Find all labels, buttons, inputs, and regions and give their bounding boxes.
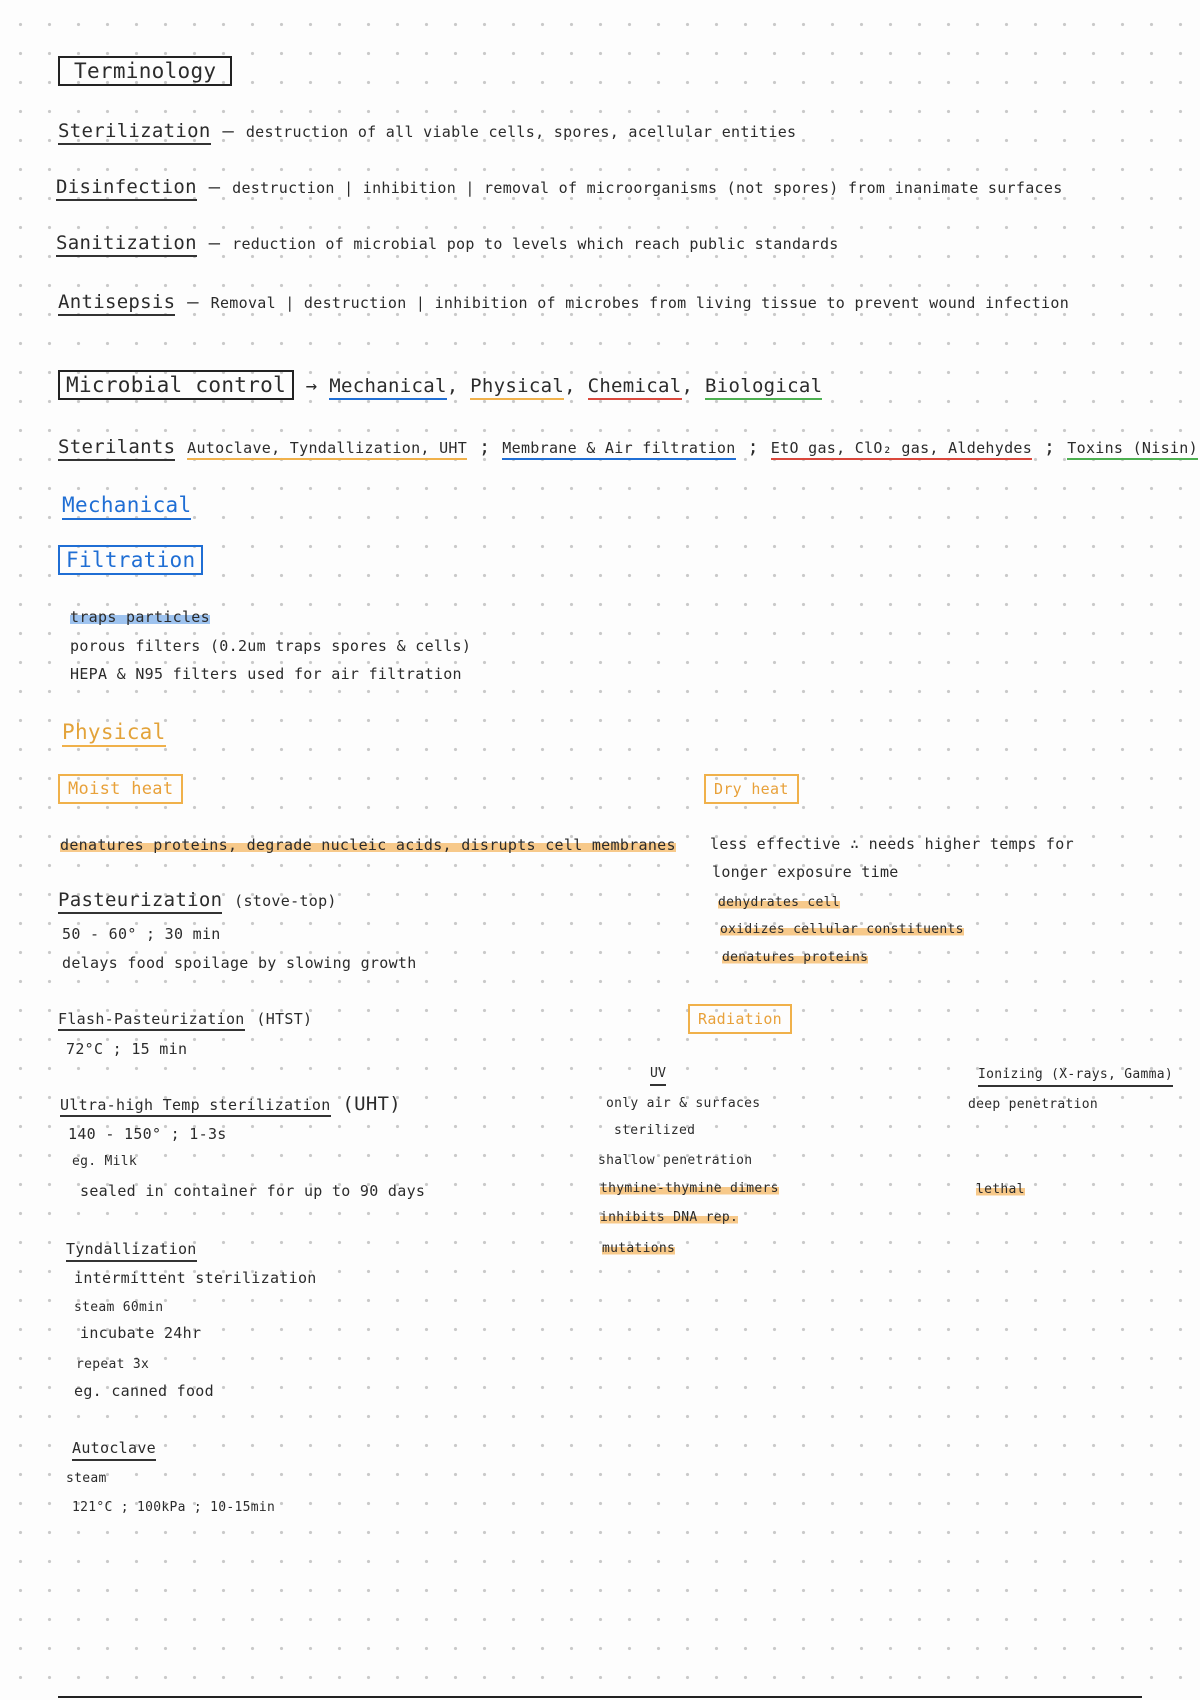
sterilants-physical: Autoclave, Tyndallization, UHT (187, 439, 467, 460)
tyndallization-line: steam 60min (74, 1300, 164, 1315)
tyndallization-line: eg. canned food (74, 1382, 214, 1400)
term-definition: destruction of all viable cells, spores, acellular entities (245, 123, 797, 141)
term-label: Sanitization (56, 232, 197, 257)
category-biological: Biological (705, 375, 822, 400)
dash: — (187, 291, 211, 313)
term-row (58, 290, 1069, 314)
tyndallization-line: incubate 24hr (80, 1324, 202, 1342)
tyndallization-line: repeat 3x (76, 1357, 150, 1372)
moist-heat-box: Moist heat (58, 774, 183, 804)
terminology-heading: Terminology (58, 56, 232, 86)
uv-title: UV (650, 1065, 666, 1086)
microbial-control-box: Microbial control (58, 370, 294, 400)
flash-line: 72°C ; 15 min (66, 1040, 188, 1058)
radiation-box: Radiation (688, 1004, 792, 1034)
mechanical-title: Mechanical (62, 493, 191, 520)
ionizing-line: deep penetration (968, 1097, 1099, 1112)
category-mechanical: Mechanical (329, 375, 446, 400)
sterilants-biological: Toxins (Nisin) (1067, 439, 1198, 460)
uv-effect: thymine-thymine dimers (600, 1181, 779, 1196)
flash-note: (HTST) (256, 1010, 313, 1028)
dash: — (208, 176, 233, 198)
sterilants-label: Sterilants (58, 436, 175, 461)
uht-title-row (60, 1092, 401, 1116)
pasteurization-note: (stove-top) (234, 892, 337, 910)
bottom-rule (58, 1696, 1142, 1698)
pasteurization-title: Pasteurization (58, 889, 222, 914)
uv-effect: inhibits DNA rep. (600, 1210, 739, 1225)
pasteurization-title-row (58, 888, 337, 912)
term-definition: destruction | inhibition | removal of microorganisms (not spores) from inanimate surfaces (232, 179, 1063, 197)
mechanical-line: HEPA & N95 filters used for air filtration (70, 665, 462, 683)
sterilants-chemical: EtO gas, ClO₂ gas, Aldehydes (771, 439, 1032, 460)
moist-heat-description: denatures proteins, degrade nucleic acids, disrupts cell membranes (60, 836, 676, 854)
dash: — (222, 120, 246, 142)
term-label: Disinfection (56, 176, 197, 201)
flash-title: Flash-Pasteurization (58, 1010, 245, 1031)
dry-heat-description: longer exposure time (712, 863, 899, 881)
dash: — (208, 232, 233, 254)
autoclave-title: Autoclave (72, 1438, 156, 1461)
category-chemical: Chemical (588, 375, 682, 400)
uv-line: only air & surfaces (606, 1096, 761, 1111)
uv-line: sterilized (614, 1123, 696, 1138)
arrow-icon: → (305, 375, 318, 397)
ionizing-line: lethal (976, 1182, 1025, 1197)
uv-effect: mutations (602, 1241, 676, 1256)
term-definition: Removal | destruction | inhibition of microbes from living tissue to prevent wound infection (210, 294, 1070, 312)
dry-heat-effect: oxidizes cellular constituents (720, 922, 964, 937)
term-label: Antisepsis (58, 291, 175, 316)
mechanical-line: traps particles (70, 608, 210, 626)
tyndallization-title: Tyndallization (66, 1239, 197, 1262)
uht-line: sealed in container for up to 90 days (80, 1182, 426, 1200)
autoclave-line: 121°C ; 100kPa ; 10-15min (72, 1500, 276, 1515)
term-row (56, 175, 1063, 199)
microbial-control-row: Microbial control → Mechanical, Physical, Chemical, Biological (58, 374, 822, 398)
tyndallization-line: intermittent sterilization (74, 1269, 317, 1287)
flash-title-row (58, 1006, 312, 1030)
term-row (58, 119, 796, 143)
dry-heat-description: less effective ∴ needs higher temps for (710, 835, 1074, 853)
uht-line: 140 - 150° ; 1-3s (68, 1125, 227, 1143)
dry-heat-box: Dry heat (704, 774, 799, 804)
uht-title: Ultra-high Temp sterilization (60, 1096, 331, 1117)
uht-line: eg. Milk (72, 1154, 138, 1169)
filtration-box: Filtration (58, 545, 203, 575)
pasteurization-line: delays food spoilage by slowing growth (62, 954, 417, 972)
term-row (56, 231, 839, 255)
category-physical: Physical (470, 375, 564, 400)
term-definition: reduction of microbial pop to levels which reach public standards (232, 235, 839, 253)
sterilants-row: Sterilants Autoclave, Tyndallization, UHT ; Membrane & Air filtration ; EtO gas, ClO₂ gas, Aldehydes ; Toxins (Nisin) (58, 435, 1198, 459)
autoclave-line: steam (66, 1471, 107, 1486)
pasteurization-line: 50 - 60° ; 30 min (62, 925, 221, 943)
dry-heat-effect: denatures proteins (722, 950, 869, 965)
dry-heat-effect: dehydrates cell (718, 895, 840, 910)
mechanical-line: porous filters (0.2um traps spores & cells) (70, 637, 472, 655)
uv-line: shallow penetration (598, 1153, 753, 1168)
physical-title: Physical (62, 720, 166, 747)
uht-note: (UHT) (342, 1093, 402, 1115)
ionizing-title: Ionizing (X-rays, Gamma) (978, 1066, 1173, 1087)
sterilants-mechanical: Membrane & Air filtration (502, 439, 735, 460)
term-label: Sterilization (58, 120, 211, 145)
